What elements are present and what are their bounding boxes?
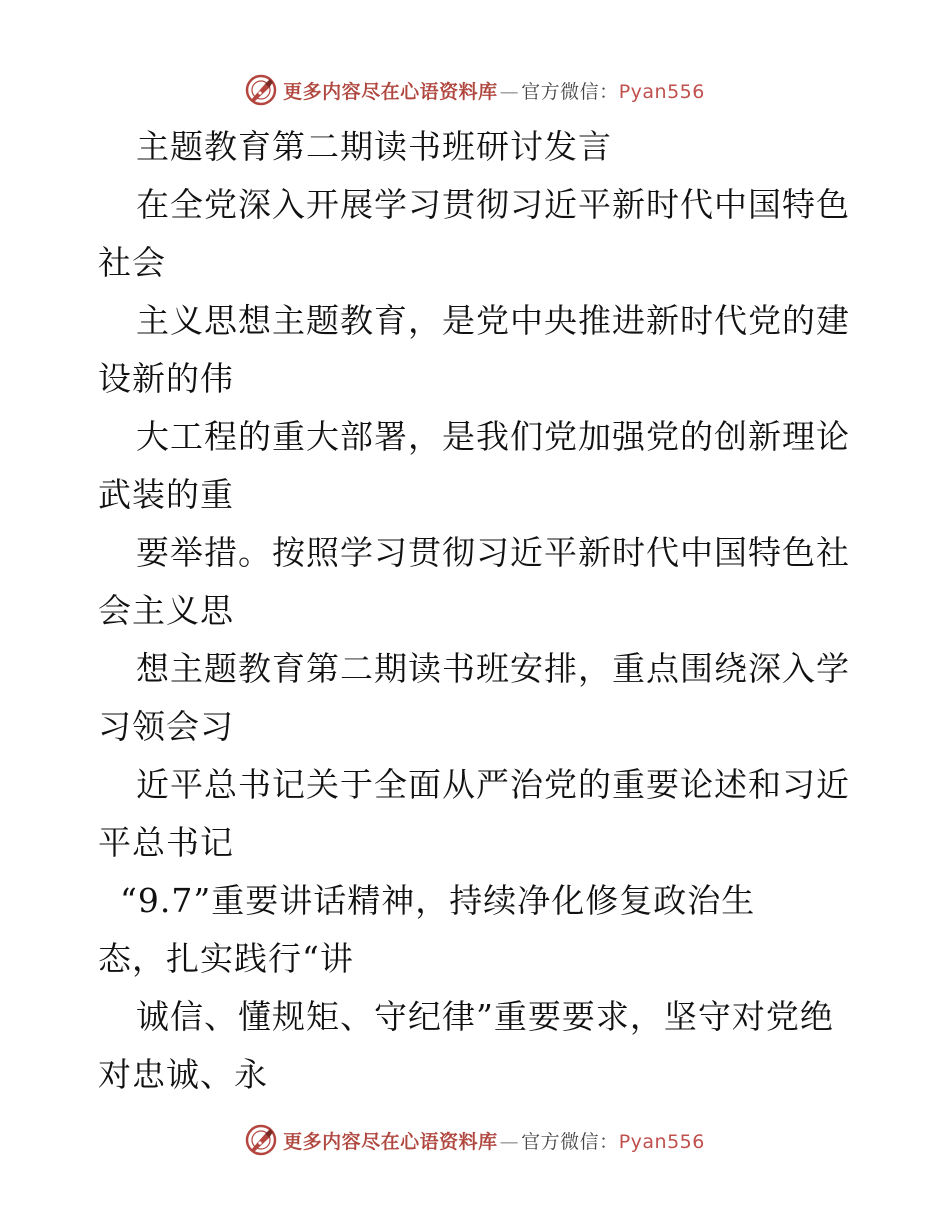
pen-nib-logo-icon bbox=[245, 1124, 277, 1156]
text-line: 诚信、懂规矩、守纪律”重要要求，坚守对党绝 bbox=[136, 997, 834, 1036]
header-brand-text: 更多内容尽在心语资料库 bbox=[283, 80, 498, 103]
text-line: 大工程的重大部署，是我们党加强党的创新理论 bbox=[136, 417, 850, 456]
header-watermark-banner bbox=[0, 72, 950, 108]
text-line: “9.7”重要讲话精神，持续净化修复政治生 bbox=[120, 881, 756, 920]
text-line: 武装的重 bbox=[98, 475, 234, 514]
text-line: 在全党深入开展学习贯彻习近平新时代中国特色 bbox=[136, 185, 850, 224]
text-line: 习领会习 bbox=[98, 707, 234, 746]
footer-wechat-label: 官方微信： bbox=[521, 1130, 619, 1153]
pen-nib-logo-icon bbox=[245, 74, 277, 106]
footer-banner-text bbox=[283, 1127, 705, 1154]
footer-brand-text: 更多内容尽在心语资料库 bbox=[283, 1130, 498, 1153]
text-line: 对忠诚、永 bbox=[98, 1055, 268, 1094]
document-body bbox=[98, 118, 858, 1104]
header-wechat-label: 官方微信： bbox=[521, 80, 619, 103]
text-line: 近平总书记关于全面从严治党的重要论述和习近 bbox=[136, 765, 850, 804]
document-title-line: 主题教育第二期读书班研讨发言 bbox=[136, 127, 612, 166]
header-wechat-id: Pyan556 bbox=[618, 80, 705, 103]
text-line: 态，扎实践行“讲 bbox=[98, 939, 354, 978]
footer-watermark-banner bbox=[0, 1122, 950, 1158]
footer-wechat-id: Pyan556 bbox=[618, 1130, 705, 1153]
text-line: 设新的伟 bbox=[98, 359, 234, 398]
text-line: 会主义思 bbox=[98, 591, 234, 630]
footer-dash: — bbox=[499, 1130, 520, 1153]
text-line: 社会 bbox=[98, 243, 166, 282]
text-line: 要举措。按照学习贯彻习近平新时代中国特色社 bbox=[136, 533, 850, 572]
header-banner-text bbox=[283, 77, 705, 104]
text-line: 想主题教育第二期读书班安排，重点围绕深入学 bbox=[136, 649, 850, 688]
header-dash: — bbox=[499, 80, 520, 103]
text-line: 平总书记 bbox=[98, 823, 234, 862]
text-line: 主义思想主题教育，是党中央推进新时代党的建 bbox=[136, 301, 850, 340]
